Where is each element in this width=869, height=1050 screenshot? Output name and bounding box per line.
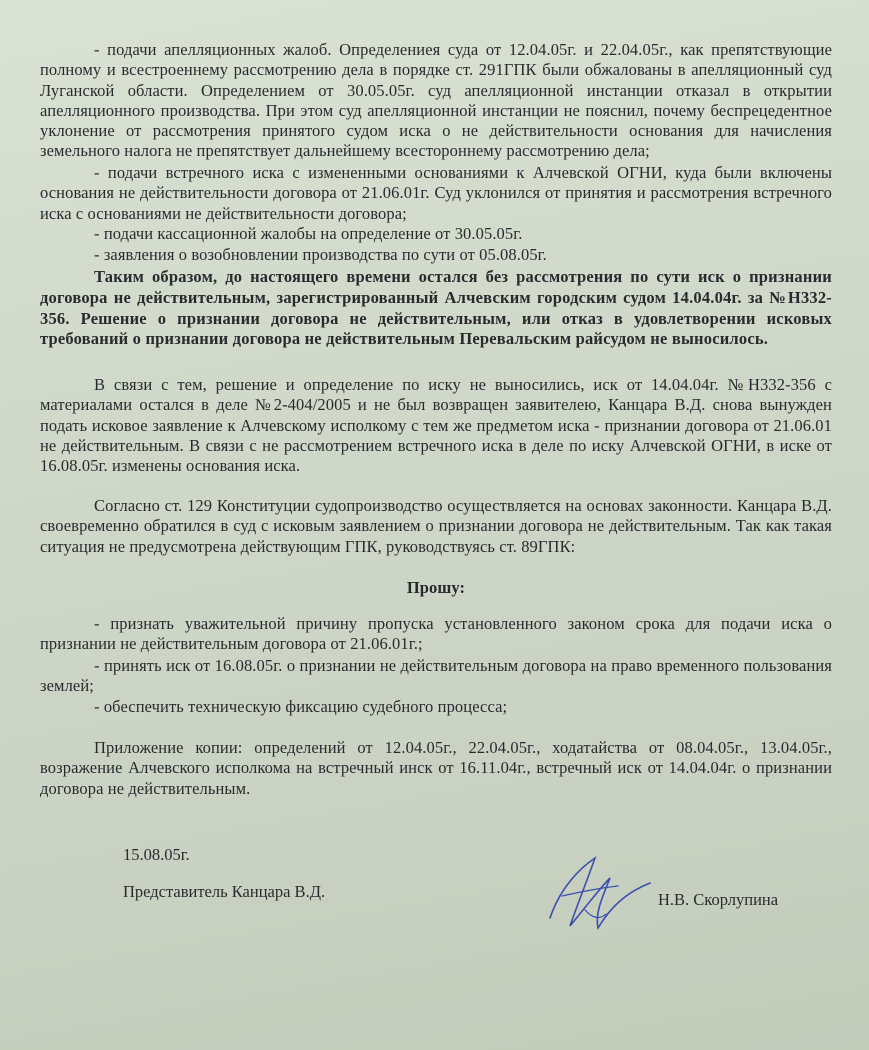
document-date: 15.08.05г.: [123, 845, 190, 864]
request-item-2: - принять иск от 16.08.05г. о признании не действительным договора на право временного пользования землей;: [40, 656, 832, 696]
paragraph-in-connection: В связи с тем, решение и определение по иску не выносились, иск от 14.04.04г. №Н332-356 с материалами остался в деле №2-404/2005 и не был возвращен заявителею, Канцара В.Д. снова вынужден подать исковое заявление к Алчевскому исполкому с тем же предметом иска - признании договора от 21.06.01 не действительным. В связи с не рассмотрением встречного иска в деле по иску Алчевской ОГНИ, в иске от 16.08.05г. изменены основания иска.: [40, 375, 832, 476]
attachments-paragraph: Приложение копии: определений от 12.04.05г., 22.04.05г., ходатайства от 08.04.05г., 13.04.05г., возражение Алчевского исполкома на встречный инск от 16.11.04г., встречный иск от 14.04.04г. о признании договора не действительным.: [40, 738, 832, 798]
signer-name: Н.В. Скорлупина: [658, 890, 779, 909]
heading-request: Прошу:: [406, 578, 466, 597]
request-item-3: - обеспечить техническую фиксацию судебного процесса;: [94, 697, 508, 716]
paragraph-counterclaim: - подачи встречного иска с измененными основаниями к Алчевской ОГНИ, куда были включены основания не действительности договора от 21.06.01г. Суд уклонился от принятия и рассмотрения встречного иска с основаниями не действительности договора;: [40, 163, 832, 223]
paragraph-constitution: Согласно ст. 129 Конституции судопроизводство осуществляется на основах законности. Канцара В.Д. своевременно обратился в суд с исковым заявлением о признании договора не действительным. Так как такая ситуация не предусмотрена действующим ГПК, руководствуясь ст. 89ГПК:: [40, 496, 832, 556]
paragraph-cassation: - подачи кассационной жалобы на определение от 30.05.05г.: [94, 224, 523, 243]
representative-label: Представитель Канцара В.Д.: [123, 882, 326, 901]
handwritten-signature: [540, 848, 660, 938]
paragraph-appeal-complaints: - подачи апелляционных жалоб. Определениея суда от 12.04.05г. и 22.04.05г., как препятствующие полному и всестроеннему рассмотрению дела в порядке ст. 291ГПК были обжалованы в апелляционный суд Луганской области. Определением от 30.05.05г. суд апелляционной инстанции отказал в открытии апелляционного производства. При этом суд апелляционной инстанции не пояснил, почему беспрецедентное уклонение от рассмотрения принятого судом иска о не действительности основания для начисления земельного налога не препятствует дальнейшему всестороннему рассмотрению дела;: [40, 40, 832, 161]
paragraph-resumption: - заявления о возобновлении производства по сути от 05.08.05г.: [94, 245, 547, 264]
request-item-1: - признать уважительной причину пропуска установленного законом срока для подачи иска о признании не действительным договора от 21.06.01г.;: [40, 614, 832, 654]
paragraph-summary-bold: Таким образом, до настоящего времени остался без рассмотрения по сути иск о признании договора не действительным, зарегистрированный Алчевским городским судом 14.04.04г. за №Н332-356. Решение о признании договора не действительным, или отказ в удовлетворении исковых требований о признании договора не действительным Перевальским райсудом не выносилось.: [40, 267, 832, 349]
